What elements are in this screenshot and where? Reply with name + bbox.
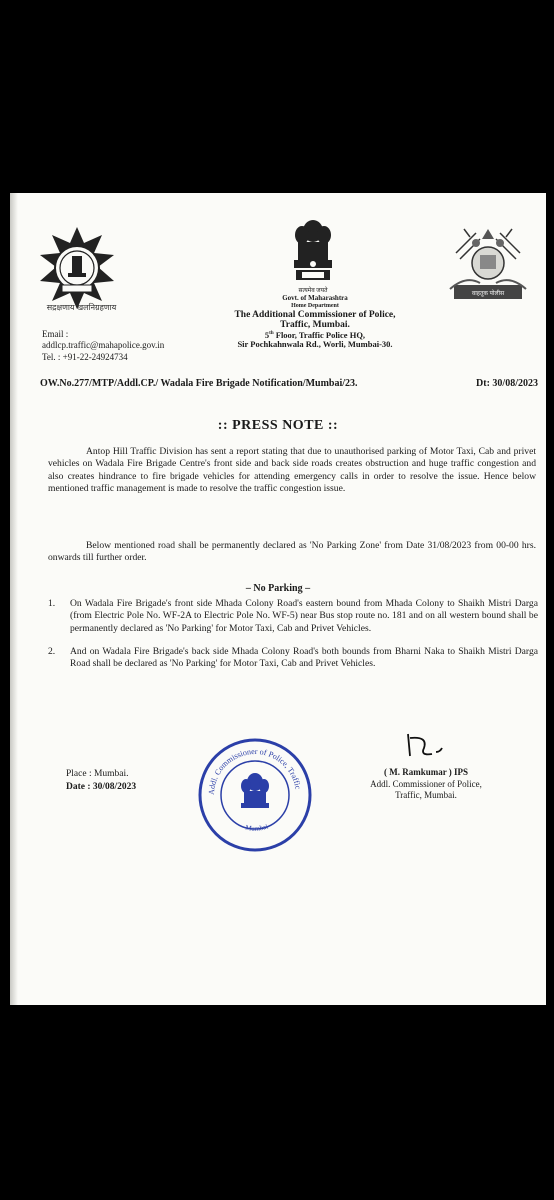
email-address: addlcp.traffic@mahapolice.gov.in	[42, 340, 165, 351]
department-line: Home Department	[291, 302, 339, 309]
national-emblem-icon	[288, 217, 338, 285]
signatory-designation: Addl. Commissioner of Police,	[370, 778, 482, 789]
motto-left: सद्रक्षणाय खलनिग्रहणाय	[46, 303, 117, 312]
signature-icon	[402, 730, 448, 760]
document-title: :: PRESS NOTE ::	[217, 418, 339, 433]
paragraph-1: Antop Hill Traffic Division has sent a report stating that due to unauthorised parking of Motor Taxi, Cab and privet vehicles on Wadala Fire Brigade Centre's front side and back side roads creates obstruction and huge traffic congestion and also creates hindrance to fire brigade vehicles for attending emergency calls in order to resolve the issue. Hence below mentioned traffic management is made to resolve the traffic congestion issue.	[48, 446, 536, 494]
svg-text:Mumbai	[245, 822, 270, 832]
email-label: Email :	[42, 329, 69, 339]
place: Place : Mumbai.	[66, 769, 129, 779]
item-text: And on Wadala Fire Brigade's back side Mhada Colony Road's both bounds from Bharni Naka to Shaikh Mistri Darga Road shall be declared as 'No Parking' for Motor Taxi, Cab and Privet Vehicles.	[70, 646, 538, 670]
signatory-block	[356, 767, 496, 802]
telephone: Tel. : +91-22-24924734	[42, 351, 128, 362]
office-line: The Additional Commissioner of Police,	[234, 309, 396, 320]
document-page	[10, 193, 546, 1005]
address-line-2: Sir Pochkahnwala Rd., Worli, Mumbai-30.	[237, 339, 393, 350]
seal-bottom-text: Mumbai	[244, 822, 270, 833]
signatory-designation-2: Traffic, Mumbai.	[395, 790, 457, 801]
office-line-2: Traffic, Mumbai.	[280, 320, 350, 331]
office-header	[200, 295, 430, 350]
official-seal-icon	[196, 736, 314, 854]
signatory-name: ( M. Ramkumar ) IPS	[383, 767, 469, 777]
item-number: 1.	[48, 598, 56, 609]
page-edge	[10, 193, 18, 1005]
address-line-1: 5th Floor, Traffic Police HQ,	[264, 329, 366, 340]
right-logo-caption: वाहतूक पोलीस	[471, 291, 505, 297]
place-date-block	[66, 768, 136, 795]
item-number: 2.	[48, 646, 56, 657]
reference-number: OW.No.277/MTP/Addl.CP./ Wadala Fire Brigade Notification/Mumbai/23.	[40, 378, 358, 389]
govt-line: Govt. of Maharashtra	[282, 294, 348, 302]
contact-block	[42, 329, 164, 363]
paragraph-2: Below mentioned road shall be permanently declared as 'No Parking Zone' from Date 31/08/2023 from 00-00 hrs. onwards till further order.	[48, 540, 536, 564]
emblem-motto: सत्यमेव जयते	[298, 288, 328, 294]
list-item	[48, 646, 538, 671]
seal-text: Addl. Commissioner of Police, Traffic	[206, 746, 303, 796]
no-parking-heading: – No Parking –	[245, 583, 311, 594]
list-item	[48, 598, 538, 635]
reference-date: Dt: 30/08/2023	[476, 378, 538, 389]
item-text: On Wadala Fire Brigade's front side Mhada Colony Road's eastern bound from Mhada Colony to Shaikh Mistri Darga (from Electric Pole No. WF-2A to Electric Pole No. WF-5) near Bus stop route no. 181 and on all western bound shall be permanently declared as 'No Parking' for Motor Taxi, Cab and Privet Vehicles.	[70, 598, 538, 634]
date: Date : 30/08/2023	[66, 782, 137, 793]
